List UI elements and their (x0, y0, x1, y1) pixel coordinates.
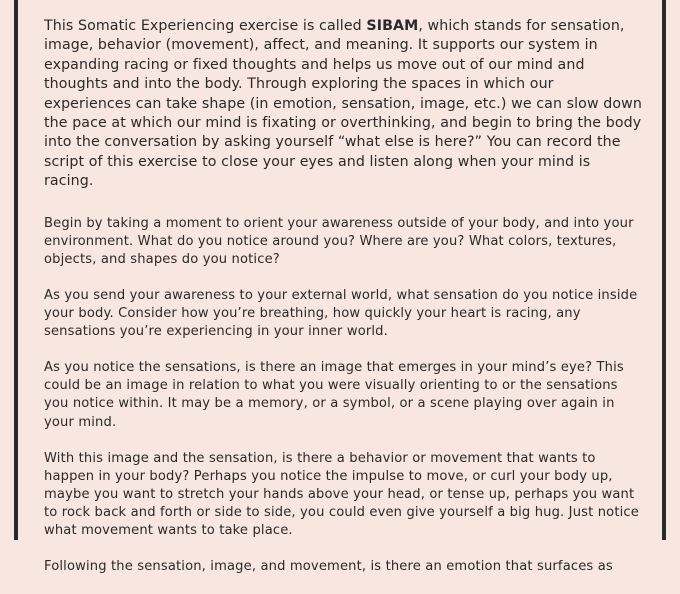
page-border-left (14, 0, 18, 540)
document-body (44, 17, 644, 594)
paragraph-orient: Begin by taking a moment to orient your awareness outside of your body, and into your environment. What do you notice around you? Where are you? What colors, textures, objects, and shapes do you notice? (44, 215, 634, 267)
paragraph-sensation: As you send your awareness to your external world, what sensation do you notice inside your body. Consider how you’re breathing, how quickly your heart is racing, any sensations you’re experiencing in your inner world. (44, 287, 638, 340)
page-border-right (662, 0, 666, 540)
paragraph-affect: Following the sensation, image, and movement, is there an emotion that surfaces as (44, 559, 613, 575)
intro-paragraph (44, 17, 644, 192)
intro-text-start: This Somatic Experiencing exercise is called (44, 18, 367, 34)
paragraph-behavior: With this image and the sensation, is there a behavior or movement that wants to happen in your body? Perhaps you notice the impulse to move, or curl your body up, maybe you want to stretch your hands above your head, or tense up, perhaps you want to rock back and forth or side to side, you could even give yourself a big hug. Just notice what movement wants to take place. (44, 450, 639, 538)
paragraph-image: As you notice the sensations, is there an image that emerges in your mind’s eye? This could be an image in relation to what you were visually orienting to or the sensations you notice within. It may be a memory, or a symbol, or a scene playing over again in your mind. (44, 360, 624, 430)
intro-sibam-term: SIBAM (366, 18, 419, 34)
intro-text-rest: , which stands for sensation, image, behavior (movement), affect, and meaning. It supports our system in expanding racing or fixed thoughts and helps us move out of our mind and thoughts and into the body. Through exploring the spaces in which our experiences can take shape (in emotion, sensation, image, etc.) we can slow down the pace at which our mind is fixating or overthinking, and begin to bring the body into the conversation by asking yourself “what else is here?” You can record the script of this exercise to close your eyes and listen along when your mind is racing. (44, 18, 642, 190)
